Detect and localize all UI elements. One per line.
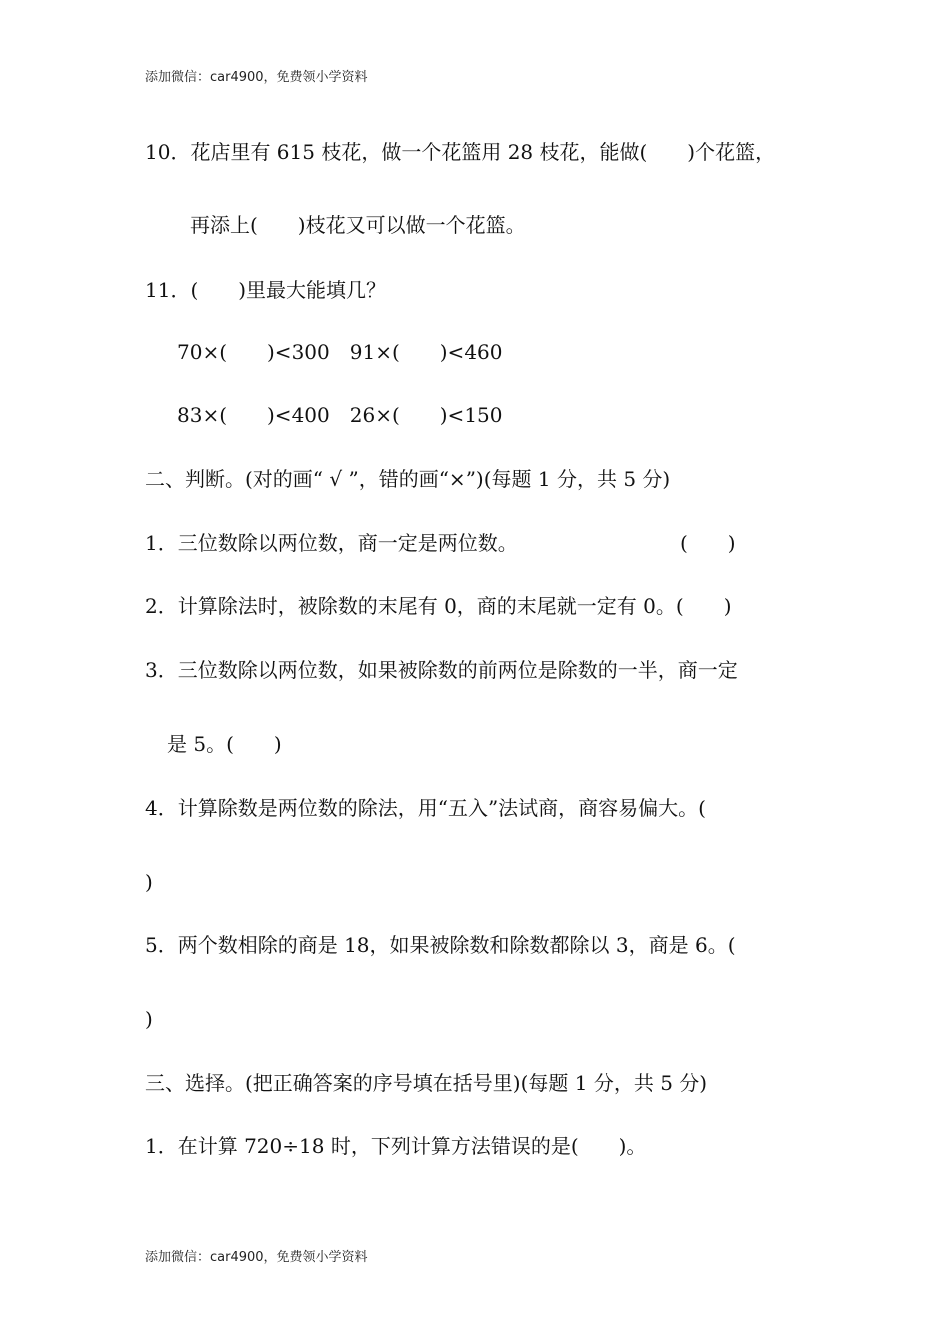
judge-1-text: 1．三位数除以两位数，商一定是两位数。 bbox=[145, 531, 518, 555]
judge-3-line-1: 3．三位数除以两位数，如果被除数的前两位是除数的一半，商一定 bbox=[145, 658, 738, 682]
question-10-line-2: 再添上( )枝花又可以做一个花篮。 bbox=[190, 213, 526, 237]
question-11-row-1: 70×( )<300 91×( )<460 bbox=[177, 340, 503, 364]
judge-5-line-2: ) bbox=[145, 1007, 153, 1031]
choice-1-text: 1．在计算 720÷18 时，下列计算方法错误的是( )。 bbox=[145, 1134, 647, 1158]
judge-4-line-2: ) bbox=[145, 870, 153, 894]
judge-2-text: 2．计算除法时，被除数的末尾有 0，商的末尾就一定有 0。( ) bbox=[145, 594, 732, 618]
judge-5-line-1: 5．两个数相除的商是 18，如果被除数和除数都除以 3，商是 6。( bbox=[145, 933, 736, 957]
question-10-line-1: 10．花店里有 615 枝花，做一个花篮用 28 枝花，能做( )个花篮， bbox=[145, 140, 776, 164]
question-11-row-2: 83×( )<400 26×( )<150 bbox=[177, 403, 503, 427]
judge-3-line-2: 是 5。( ) bbox=[167, 732, 282, 756]
question-11-prompt: 11．( )里最大能填几？ bbox=[145, 278, 387, 302]
judge-1-bracket: ( ) bbox=[680, 531, 736, 555]
section-3-heading: 三、选择。(把正确答案的序号填在括号里)(每题 1 分，共 5 分) bbox=[145, 1071, 708, 1095]
page-header: 添加微信：car4900，免费领小学资料 bbox=[145, 70, 368, 85]
page-footer: 添加微信：car4900，免费领小学资料 bbox=[145, 1250, 368, 1265]
section-2-heading: 二、判断。(对的画“ √ ”，错的画“×”)(每题 1 分，共 5 分) bbox=[145, 467, 671, 491]
judge-4-line-1: 4．计算除数是两位数的除法，用“五入”法试商，商容易偏大。( bbox=[145, 796, 706, 820]
